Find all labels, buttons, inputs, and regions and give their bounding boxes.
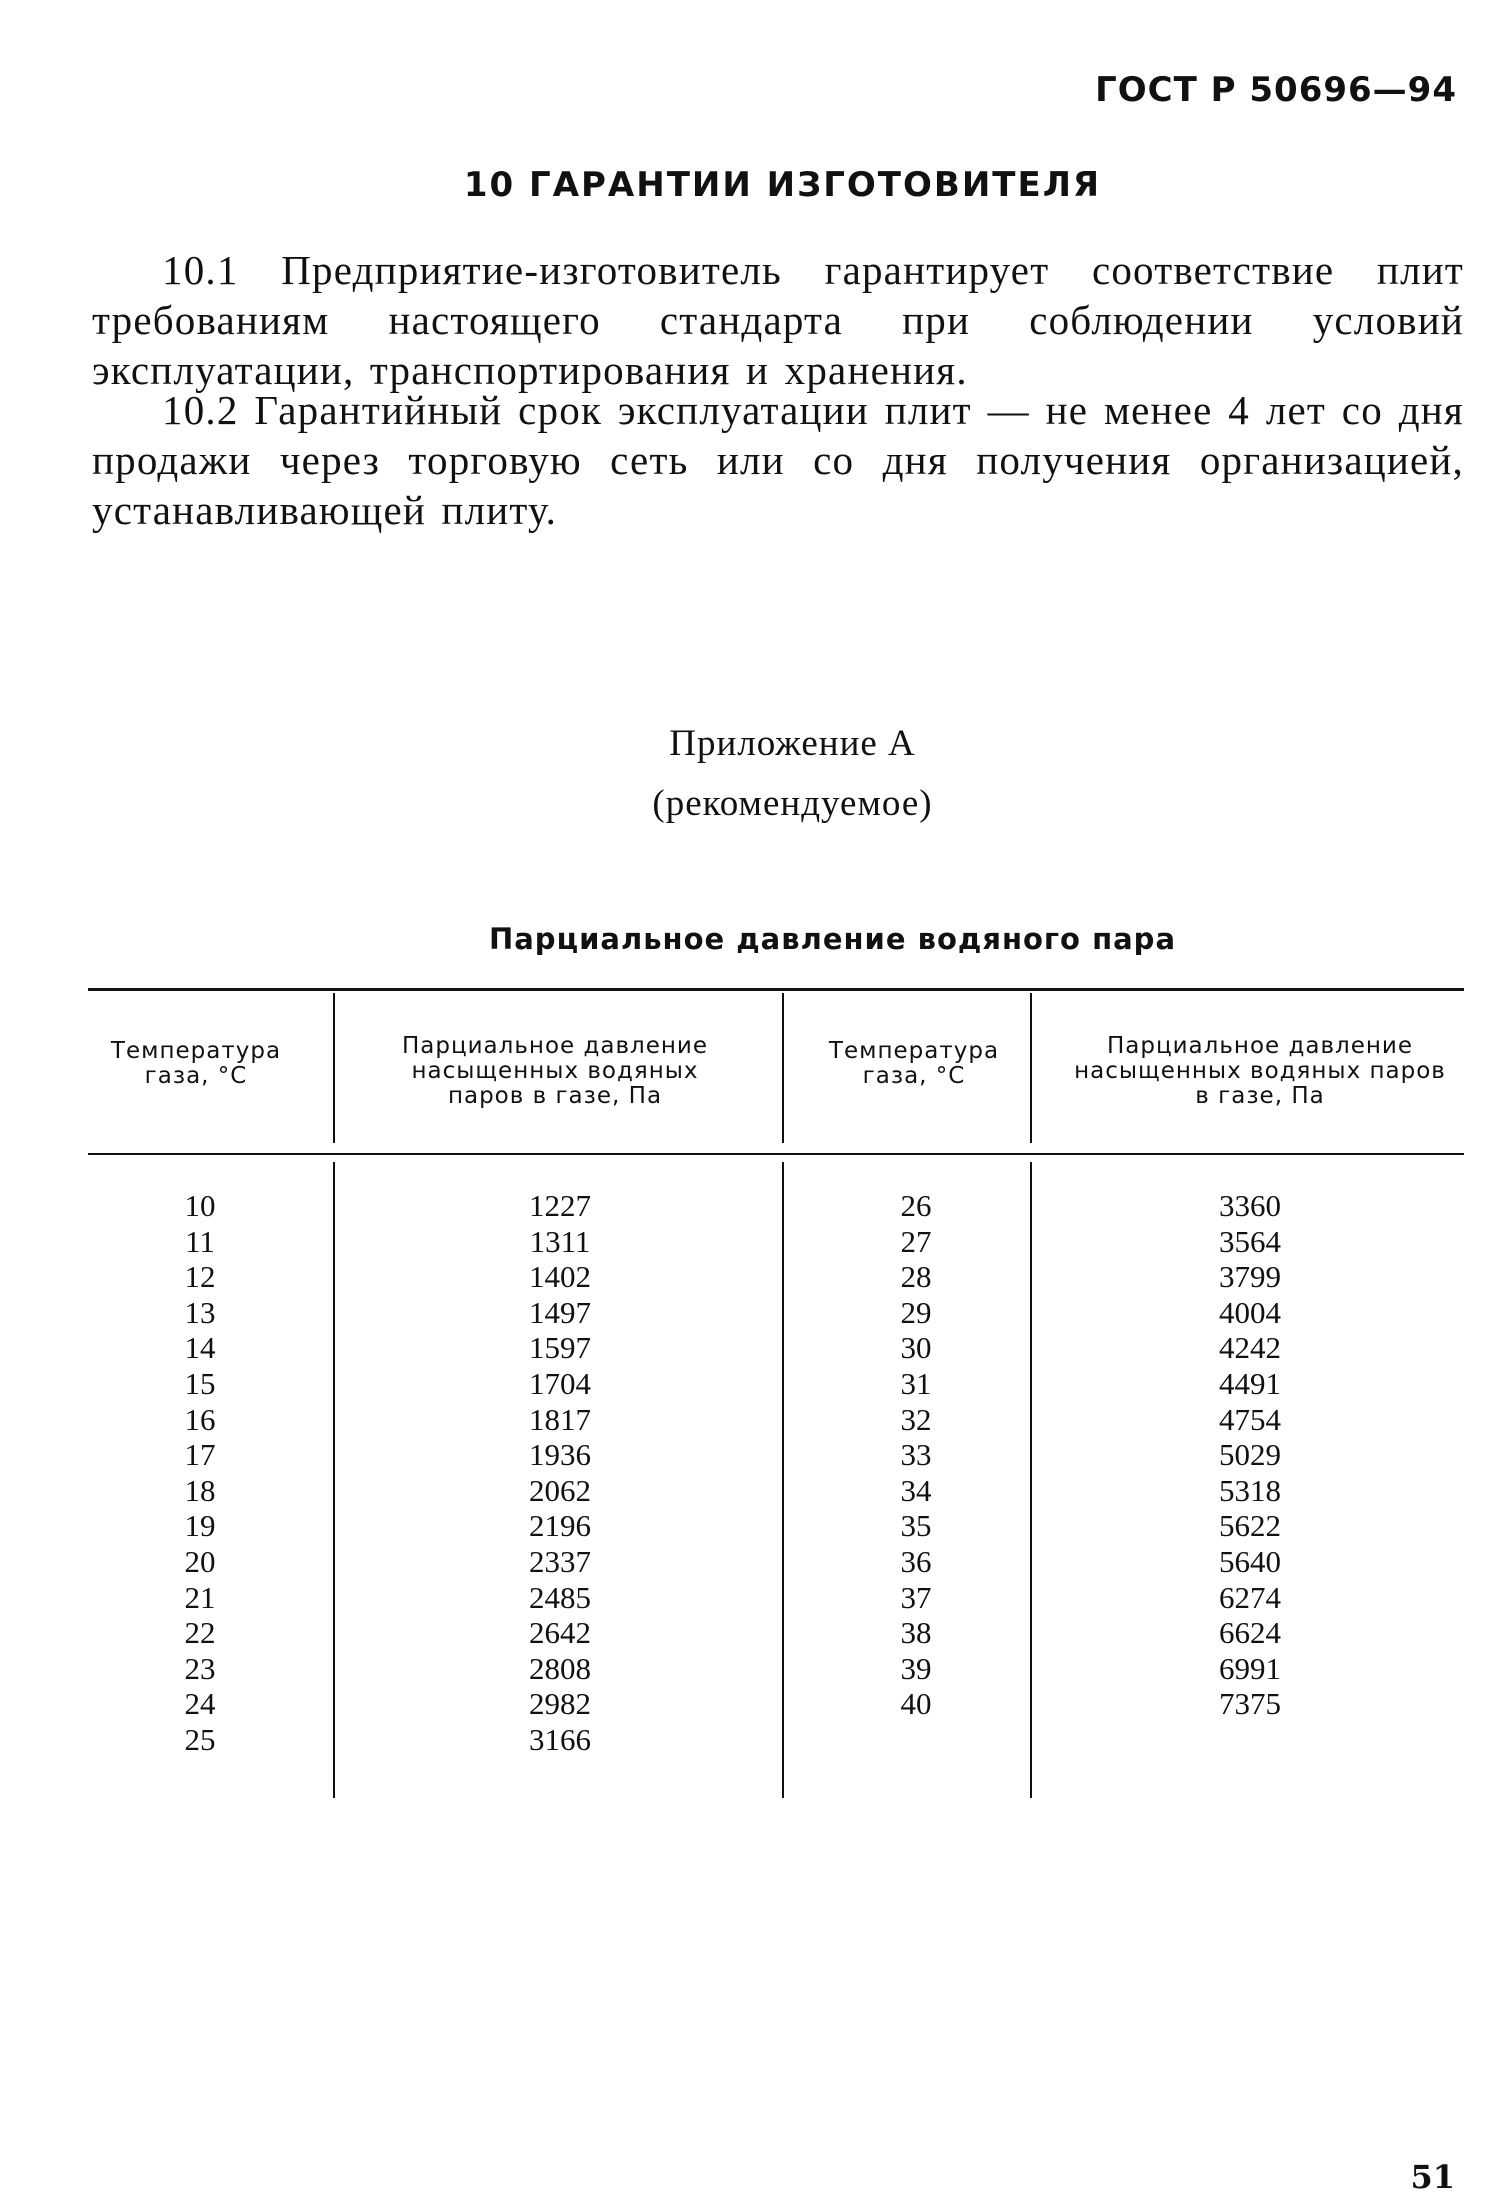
table-cell: 15 bbox=[184, 1365, 216, 1401]
table-cell: 36 bbox=[900, 1543, 932, 1579]
table-cell: 27 bbox=[900, 1223, 932, 1259]
table-cell: 1402 bbox=[529, 1259, 591, 1295]
column-pressure-1 bbox=[490, 1188, 630, 1758]
table-cell: 1311 bbox=[529, 1223, 591, 1259]
column-temperature-1 bbox=[140, 1188, 260, 1758]
column-divider bbox=[1030, 1162, 1032, 1798]
table-header-rule bbox=[88, 1153, 1464, 1155]
table-cell: 1227 bbox=[529, 1188, 591, 1223]
appendix-title: Приложение А bbox=[669, 723, 916, 764]
table-cell: 2485 bbox=[529, 1579, 591, 1615]
table-cell: 32 bbox=[900, 1401, 932, 1437]
table-cell: 11 bbox=[185, 1223, 215, 1259]
table-cell: 2196 bbox=[529, 1508, 591, 1544]
table-cell: 14 bbox=[184, 1330, 216, 1366]
doc-code: ГОСТ Р 50696—94 bbox=[1095, 70, 1457, 110]
table-cell: 33 bbox=[900, 1437, 932, 1473]
table-cell: 21 bbox=[184, 1579, 216, 1615]
table-cell: 29 bbox=[900, 1294, 932, 1330]
column-divider bbox=[333, 1162, 335, 1798]
header-pressure-2: Парциальное давление насыщенных водяных паров в газе, Па bbox=[1074, 1033, 1446, 1109]
table-cell: 1497 bbox=[529, 1294, 591, 1330]
header-pressure-1: Парциальное давление насыщенных водяных паров в газе, Па bbox=[401, 1033, 709, 1109]
table-cell: 4491 bbox=[1219, 1365, 1281, 1401]
table-cell: 39 bbox=[900, 1650, 932, 1686]
table-cell: 1936 bbox=[529, 1437, 591, 1473]
table-cell: 20 bbox=[184, 1543, 216, 1579]
table-cell: 1597 bbox=[529, 1330, 591, 1366]
table-cell: 5029 bbox=[1219, 1437, 1281, 1473]
column-divider bbox=[782, 1162, 784, 1798]
table-cell: 23 bbox=[184, 1650, 216, 1686]
table-cell: 5622 bbox=[1219, 1508, 1281, 1544]
table-cell: 38 bbox=[900, 1615, 932, 1651]
table-cell: 4754 bbox=[1219, 1401, 1281, 1437]
table-cell: 6991 bbox=[1219, 1650, 1281, 1686]
table-cell: 16 bbox=[184, 1401, 216, 1437]
column-divider bbox=[333, 993, 335, 1143]
table-cell: 19 bbox=[184, 1508, 216, 1544]
table-cell: 2337 bbox=[529, 1543, 591, 1579]
header-temperature-1: Температура газа, °С bbox=[110, 1038, 282, 1089]
paragraph-10-2: 10.2 Гарантийный срок эксплуатации плит — не менее 4 лет со дня продажи через торговую сеть или со дня получения организацией, устанавливающей плиту. bbox=[92, 387, 1464, 533]
table-cell: 1704 bbox=[529, 1365, 591, 1401]
table-cell: 22 bbox=[184, 1615, 216, 1651]
section-heading: 10 ГАРАНТИИ ИЗГОТОВИТЕЛЯ bbox=[463, 165, 1102, 205]
table-cell: 4242 bbox=[1219, 1330, 1281, 1366]
table-cell: 10 bbox=[184, 1188, 216, 1223]
table-cell: 31 bbox=[900, 1365, 932, 1401]
table-cell: 37 bbox=[900, 1579, 932, 1615]
table-cell: 40 bbox=[900, 1686, 932, 1722]
table-cell: 34 bbox=[900, 1472, 932, 1508]
table-cell: 4004 bbox=[1219, 1294, 1281, 1330]
paragraph-10-1: 10.1 Предприятие-изготовитель гарантирует соответствие плит требованиям настоящего стандарта при соблюдении условий эксплуатации, транспортирования и хранения. bbox=[92, 247, 1464, 393]
table-cell: 2062 bbox=[529, 1472, 591, 1508]
column-pressure-2 bbox=[1180, 1188, 1320, 1722]
table-cell: 7375 bbox=[1219, 1686, 1281, 1722]
table-cell: 25 bbox=[184, 1721, 216, 1757]
table-cell: 3564 bbox=[1219, 1223, 1281, 1259]
table-cell: 3166 bbox=[529, 1721, 591, 1757]
table-cell: 30 bbox=[900, 1330, 932, 1366]
column-temperature-2 bbox=[856, 1188, 976, 1722]
table-cell: 1817 bbox=[529, 1401, 591, 1437]
table-cell: 6274 bbox=[1219, 1579, 1281, 1615]
column-divider bbox=[782, 993, 784, 1143]
table-cell: 2982 bbox=[529, 1686, 591, 1722]
table-cell: 13 bbox=[184, 1294, 216, 1330]
table-top-rule bbox=[88, 988, 1464, 991]
table-cell: 17 bbox=[184, 1437, 216, 1473]
table-cell: 18 bbox=[184, 1472, 216, 1508]
table-cell: 5318 bbox=[1219, 1472, 1281, 1508]
table-cell: 6624 bbox=[1219, 1615, 1281, 1651]
table-cell: 2642 bbox=[529, 1615, 591, 1651]
page-number: 51 bbox=[1410, 2158, 1455, 2196]
header-temperature-2: Температура газа, °С bbox=[828, 1038, 1000, 1089]
table-cell: 3799 bbox=[1219, 1259, 1281, 1295]
column-divider bbox=[1030, 993, 1032, 1143]
table-cell: 12 bbox=[184, 1259, 216, 1295]
table-title: Парциальное давление водяного пара bbox=[488, 922, 1177, 956]
table-cell: 24 bbox=[184, 1686, 216, 1722]
table-cell: 2808 bbox=[529, 1650, 591, 1686]
table-cell: 3360 bbox=[1219, 1188, 1281, 1223]
appendix-subtitle: (рекомендуемое) bbox=[652, 783, 933, 824]
table-cell: 5640 bbox=[1219, 1543, 1281, 1579]
table-cell: 28 bbox=[900, 1259, 932, 1295]
table-cell: 35 bbox=[900, 1508, 932, 1544]
table-cell: 26 bbox=[900, 1188, 932, 1223]
